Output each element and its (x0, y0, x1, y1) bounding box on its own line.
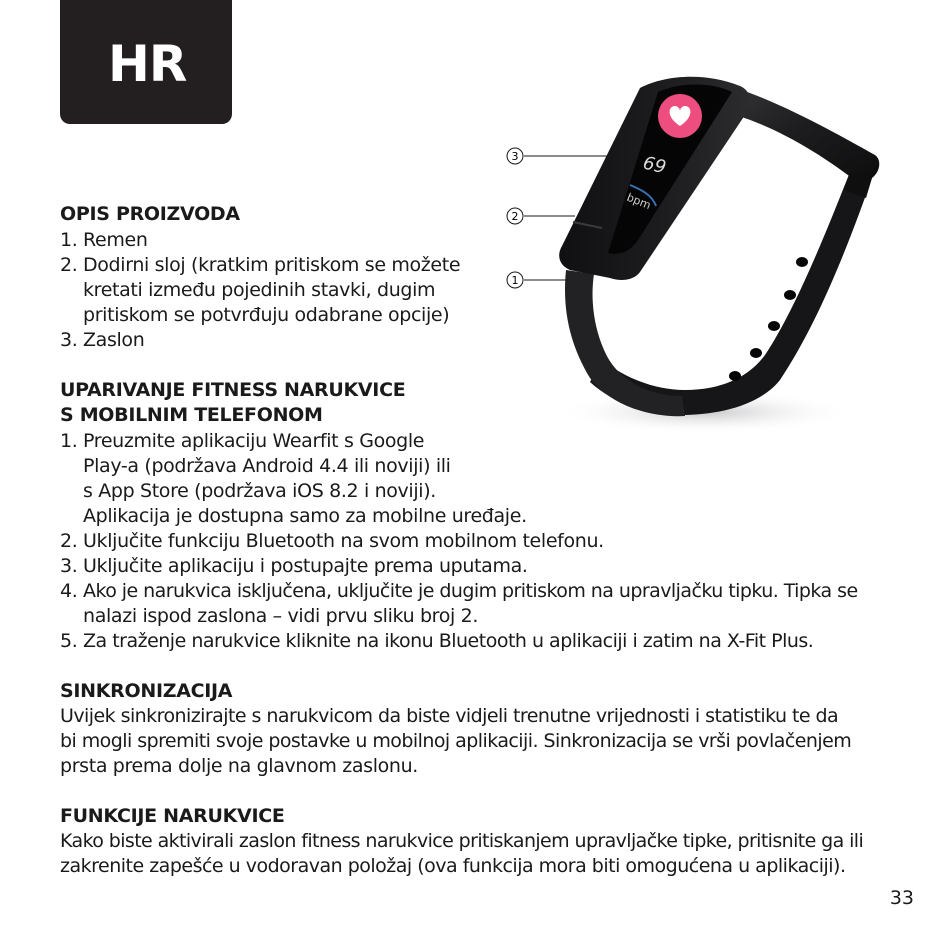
list-number: 2. (60, 254, 78, 276)
list-number: 5. (60, 630, 78, 652)
list-item: nalazi ispod zaslona – vidi prvu sliku broj 2. (83, 605, 479, 627)
callout-1: 1 (511, 274, 519, 287)
section-title-band-functions: FUNKCIJE NARUKVICE (60, 805, 285, 827)
list-item: kretati između pojedinih stavki, dugim (83, 279, 436, 301)
list-number: 3. (60, 329, 78, 351)
section-title-product-description: OPIS PROIZVODA (60, 203, 240, 225)
list-number: 1. (60, 229, 78, 251)
list-number: 4. (60, 580, 78, 602)
section-title-sync: SINKRONIZACIJA (60, 680, 233, 702)
heart-rate-unit: bpm (624, 190, 653, 213)
language-code: HR (108, 35, 187, 93)
list-item: pritiskom se potvrđuju odabrane opcije) (83, 304, 450, 326)
list-item: Preuzmite aplikaciju Wearfit s Google (83, 430, 425, 452)
section-title-pairing-line2: S MOBILNIM TELEFONOM (60, 404, 323, 426)
list-item: Za traženje narukvice kliknite na ikonu Bluetooth u aplikaciji i zatim na X-Fit Plus. (83, 630, 814, 652)
paragraph-line: Kako biste aktivirali zaslon fitness narukvice pritiskanjem upravljačke tipke, pritisnite ga ili (60, 830, 864, 852)
list-number: 3. (60, 555, 78, 577)
paragraph-line: zakrenite zapešće u vodoravan položaj (ova funkcija mora biti omogućena u aplikaciji). (60, 855, 846, 877)
fitness-band-illustration (490, 60, 900, 440)
list-item: s App Store (podržava iOS 8.2 i noviji). (83, 480, 436, 502)
callout-3: 3 (511, 150, 519, 163)
list-item: Zaslon (83, 329, 145, 351)
section-title-pairing: UPARIVANJE FITNESS NARUKVICE (60, 379, 406, 401)
paragraph-line: prsta prema dolje na glavnom zaslonu. (60, 755, 418, 777)
heart-rate-value: 69 (640, 152, 669, 179)
list-item: Aplikacija je dostupna samo za mobilne uređaje. (83, 505, 527, 527)
list-number: 2. (60, 530, 78, 552)
list-item: Play-a (podržava Android 4.4 ili noviji) ili (83, 455, 451, 477)
list-item: Ako je narukvica isključena, uključite je dugim pritiskom na upravljačku tipku. Tipka se (83, 580, 858, 602)
callout-2: 2 (511, 210, 519, 223)
list-item: Remen (83, 229, 148, 251)
list-item: Dodirni sloj (kratkim pritiskom se možete (83, 254, 461, 276)
paragraph-line: bi mogli spremiti svoje postavke u mobilnoj aplikaciji. Sinkronizacija se vrši povlačenjem (60, 730, 852, 752)
page-number: 33 (889, 887, 914, 909)
list-item: Uključite funkciju Bluetooth na svom mobilnom telefonu. (83, 530, 604, 552)
list-number: 1. (60, 430, 78, 452)
paragraph-line: Uvijek sinkronizirajte s narukvicom da biste vidjeli trenutne vrijednosti i statistiku te da (60, 705, 839, 727)
language-tab (60, 0, 232, 124)
list-item: Uključite aplikaciju i postupajte prema uputama. (83, 555, 528, 577)
